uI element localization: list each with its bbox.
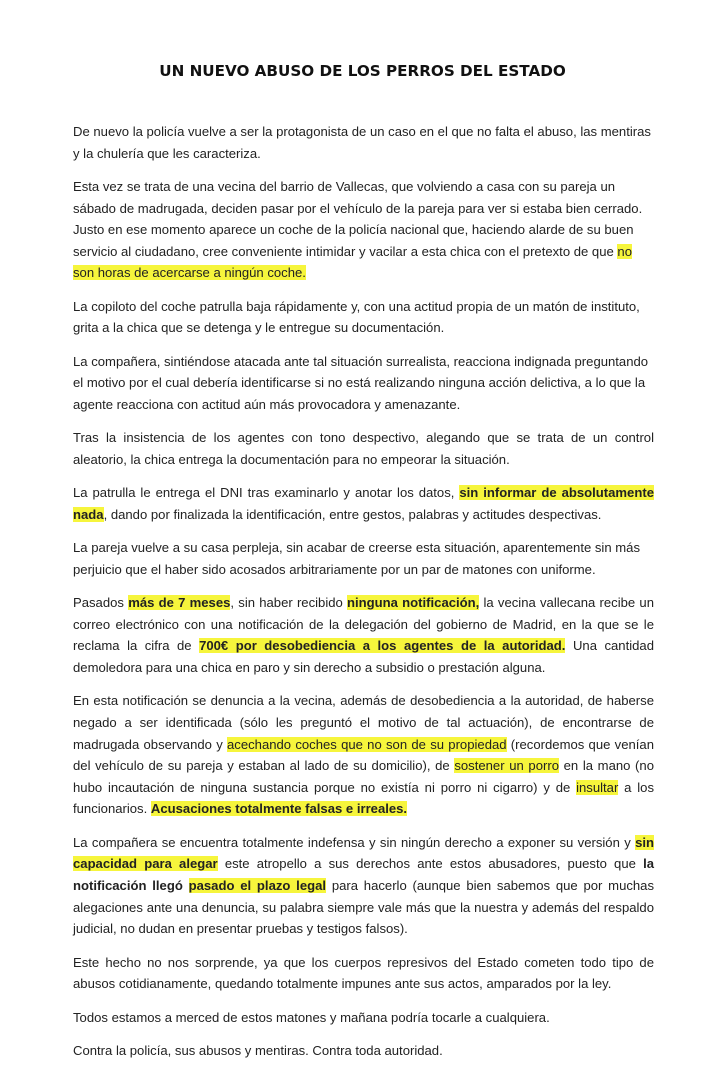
text-run: La compañera, sintiéndose atacada ante tal situación surrealista, reacciona indignada preguntando el motivo por el cual debería identificarse si no está realizando ninguna acción delictiva, a lo que la agente reacciona con actitud aún más provocadora y amenazante. (73, 353, 649, 412)
paragraph (73, 832, 654, 940)
highlighted-text: sostener un porro (454, 758, 559, 774)
text-run: Esta vez se trata de una vecina del barrio de Vallecas, que volviendo a casa con su pareja un sábado de madrugada, deciden pasar por el vehículo de la pareja para ver si estaba bien cerrado. Justo en ese momento aparece un coche de la policía nacional que, haciendo alarde de su buen servicio al ciudadano, cree conveniente intimidar y vacilar a esta chica con el pretexto de que (73, 178, 643, 259)
text-run: Este hecho no nos sorprende, ya que los cuerpos represivos del Estado cometen todo tipo de abusos cotidianamente, quedando totalmente impunes ante sus actos, amparados por la ley. (73, 954, 654, 992)
text-run: para hacerlo (aunque bien sabemos que por muchas alegaciones ante una denuncia, su palabra siempre vale más que la nuestra y además del respaldo judicial, no dudan en presentar pruebas y testigos falsos). (73, 877, 655, 937)
text-run: Todos estamos a merced de estos matones y mañana podría tocarle a cualquiera. (73, 1009, 550, 1025)
text-run: De nuevo la policía vuelve a ser la protagonista de un caso en el que no falta el abuso, las mentiras y la chulería que les caracteriza. (73, 124, 651, 161)
highlighted-text: Acusaciones totalmente falsas e irreales. (150, 801, 408, 817)
text-run: La compañera se encuentra totalmente indefensa y sin ningún derecho a exponer su versión y (73, 834, 636, 850)
paragraph (73, 952, 654, 995)
text-run: Contra la policía, sus abusos y mentiras. Contra toda autoridad. (73, 1042, 443, 1058)
highlighted-text: ninguna notificación, (347, 595, 480, 611)
highlighted-text: sin capacidad para alegar (73, 834, 654, 872)
text-run: en la mano (no hubo incautación de ninguna sustancia porque no existía ni porro ni cigarro) y de (73, 758, 654, 795)
paragraph (73, 296, 654, 339)
text-run: En esta notificación se denuncia a la vecina, además de desobediencia a la autoridad, de haberse negado a ser identificada (sólo les preguntó el motivo de tal actuación), de encontrarse de madrugada observando y (73, 693, 654, 752)
paragraph (73, 176, 654, 284)
text-run: Tras la insistencia de los agentes con tono despectivo, alegando que se trata de un control aleatorio, la chica entrega la documentación para no empeorar la situación. (73, 430, 654, 467)
text-run: La pareja vuelve a su casa perpleja, sin acabar de creerse esta situación, aparentemente sin más perjuicio que el haber sido acosados arbitrariamente por un par de matones con uniforme. (73, 540, 640, 577)
text-run: La copiloto del coche patrulla baja rápidamente y, con una actitud propia de un matón de instituto, grita a la chica que se detenga y le entregue su documentación. (73, 298, 640, 336)
text-run: Pasados (73, 595, 129, 611)
paragraph (73, 121, 654, 164)
paragraph (73, 482, 654, 525)
paragraph (73, 537, 654, 580)
text-run: Una cantidad demoledora para una chica en paro y sin derecho a subsidio o prestación alguna. (73, 638, 654, 676)
paragraph (73, 1040, 654, 1062)
highlighted-text: pasado el plazo legal (188, 877, 327, 893)
text-run: la vecina vallecana recibe un correo electrónico con una notificación de la delegación del gobierno de Madrid, en la que se le reclama la cifra de (73, 595, 654, 654)
paragraph (73, 427, 654, 470)
paragraph (73, 592, 654, 678)
text-run: La patrulla le entrega el DNI tras examinarlo y anotar los datos, (73, 485, 460, 501)
highlighted-text: insultar (576, 779, 619, 795)
paragraph (73, 351, 654, 416)
highlighted-text: no son horas de acercarse a ningún coche. (73, 243, 632, 281)
text-run: este atropello a sus derechos ante estos abusadores, puesto que (217, 856, 644, 872)
paragraph (73, 1007, 654, 1029)
document-title: UN NUEVO ABUSO DE LOS PERROS DEL ESTADO (159, 62, 566, 80)
text-run: a los funcionarios. (73, 779, 655, 817)
paragraph (73, 690, 654, 820)
document-body (73, 121, 654, 1073)
text-run: (recordemos que venían del vehículo de su pareja y estaban al lado de su domicilio), de (73, 736, 654, 774)
text-run: , sin haber recibido (230, 595, 348, 611)
highlighted-text: sin informar de absolutamente nada (73, 485, 654, 522)
text-run: , dando por finalizada la identificación, entre gestos, palabras y actitudes despectivas. (103, 506, 602, 522)
highlighted-text: 700€ por desobediencia a los agentes de la autoridad. (199, 638, 566, 654)
highlighted-text: más de 7 meses (128, 595, 231, 611)
bold-text: la notificación llegó (73, 856, 654, 893)
highlighted-text: acechando coches que no son de su propiedad (227, 736, 507, 752)
